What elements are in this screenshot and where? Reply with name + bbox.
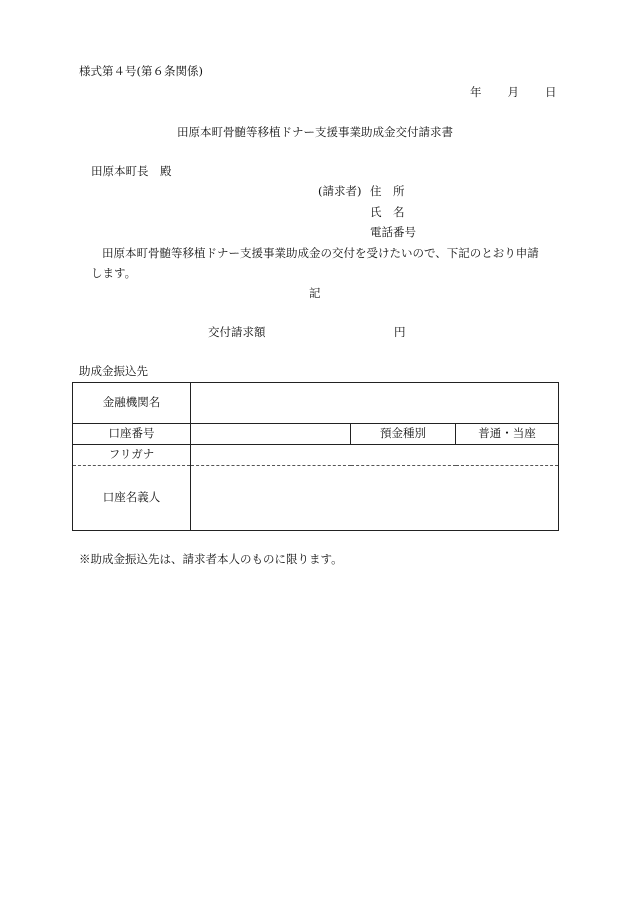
- account-holder-label: 口座名義人: [73, 466, 191, 531]
- bank-transfer-table: [72, 382, 559, 531]
- furigana-field[interactable]: [191, 445, 559, 466]
- deposit-type-label: 預金種別: [351, 424, 456, 445]
- date-line: [470, 87, 557, 99]
- requester-prefix: (請求者): [318, 184, 362, 198]
- account-number-field[interactable]: [191, 424, 351, 445]
- addressee: 田原本町長 殿: [91, 164, 172, 178]
- address-label: 住 所: [370, 184, 405, 198]
- amount-unit: 円: [394, 325, 406, 339]
- institution-field[interactable]: [191, 383, 559, 424]
- table-row: [73, 466, 559, 531]
- ki-heading: 記: [309, 286, 321, 300]
- date-year-label: 年: [470, 85, 482, 99]
- deposit-type-options[interactable]: 普通・当座: [456, 424, 559, 445]
- institution-label: 金融機関名: [73, 383, 191, 424]
- phone-label: 電話番号: [370, 225, 416, 239]
- table-row: [73, 383, 559, 424]
- account-number-label: 口座番号: [73, 424, 191, 445]
- footnote: ※助成金振込先は、請求者本人のものに限ります。: [79, 552, 343, 566]
- body-text-line1: 田原本町骨髄等移植ドナー支援事業助成金の交付を受けたいので、下記のとおり申請: [102, 246, 539, 260]
- form-number: 様式第４号(第６条関係): [79, 64, 203, 78]
- date-day-label: 日: [545, 85, 557, 99]
- table-row: [73, 445, 559, 466]
- furigana-label: フリガナ: [73, 445, 191, 466]
- body-text-line2: します。: [91, 266, 137, 280]
- name-label: 氏 名: [370, 205, 405, 219]
- amount-label: 交付請求額: [208, 325, 266, 339]
- date-month-label: 月: [507, 85, 519, 99]
- table-row: [73, 424, 559, 445]
- bank-section-label: 助成金振込先: [79, 364, 148, 378]
- account-holder-field[interactable]: [191, 466, 559, 531]
- document-title: 田原本町骨髄等移植ドナー支援事業助成金交付請求書: [177, 125, 453, 139]
